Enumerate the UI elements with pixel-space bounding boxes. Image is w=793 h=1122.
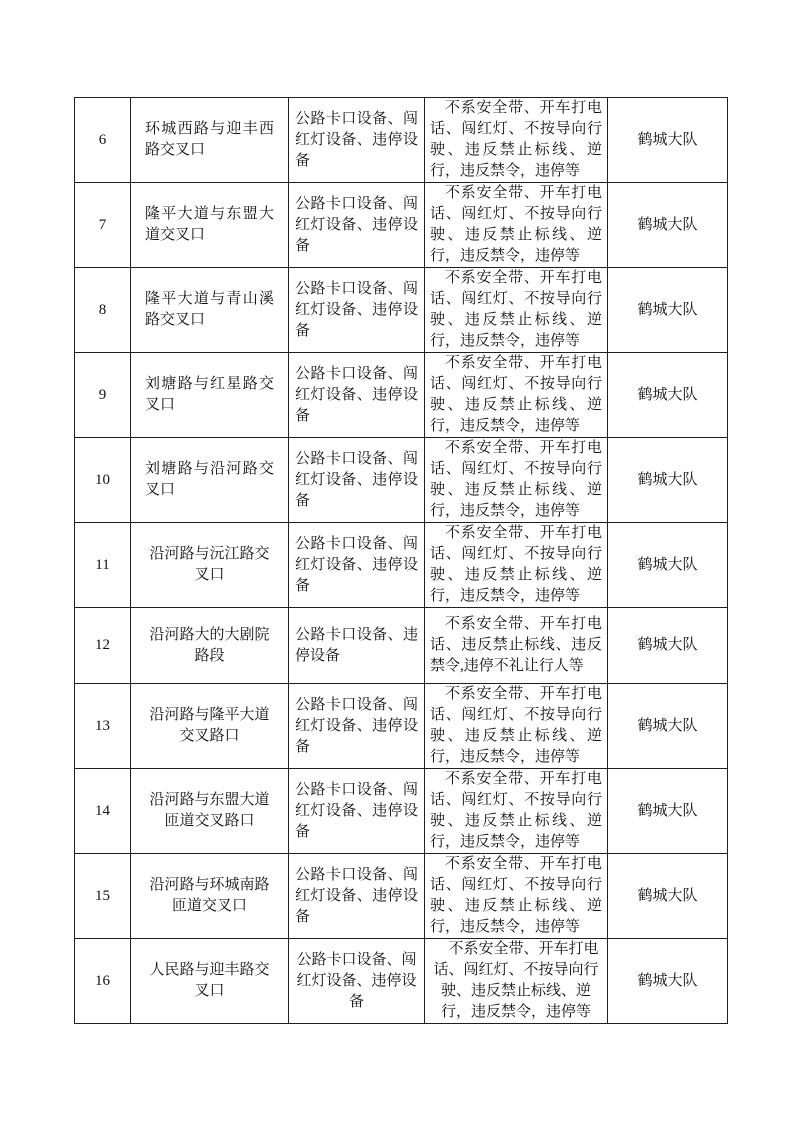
table-row bbox=[75, 608, 728, 684]
equipment-text: 公路卡口设备、闯红灯设备、违停设备 bbox=[295, 110, 418, 169]
equipment-cell bbox=[289, 769, 425, 854]
equipment-cell bbox=[289, 268, 425, 353]
violations-text: 不系安全带、开车打电话、闯红灯、不按导向行驶、违反禁止标线、逆行，违反禁令，违停等 bbox=[430, 440, 602, 519]
unit-cell: 鹤城大队 bbox=[608, 854, 728, 939]
violations-cell bbox=[425, 608, 608, 684]
equipment-text: 公路卡口设备、闯红灯设备、违停设备 bbox=[295, 365, 418, 424]
row-number-cell: 12 bbox=[75, 608, 131, 684]
equipment-text: 公路卡口设备、闯红灯设备、违停设备 bbox=[295, 781, 418, 840]
table-row bbox=[75, 854, 728, 939]
equipment-text: 公路卡口设备、闯红灯设备、违停设备 bbox=[295, 696, 418, 755]
violations-cell bbox=[425, 268, 608, 353]
location-text: 沿河路与东盟大道匝道交叉路口 bbox=[149, 792, 270, 829]
violations-text: 不系安全带、开车打电话、闯红灯、不按导向行驶、违反禁止标线、逆行，违反禁令，违停等 bbox=[430, 771, 602, 850]
equipment-cell bbox=[289, 523, 425, 608]
equipment-cell bbox=[289, 684, 425, 769]
location-cell bbox=[131, 98, 289, 183]
equipment-text: 公路卡口设备、闯红灯设备、违停设备 bbox=[296, 951, 417, 1010]
violations-cell bbox=[425, 684, 608, 769]
unit-cell: 鹤城大队 bbox=[608, 608, 728, 684]
table-row bbox=[75, 98, 728, 183]
equipment-cell bbox=[289, 353, 425, 438]
equipment-text: 公路卡口设备、闯红灯设备、违停设备 bbox=[295, 450, 418, 509]
unit-cell: 鹤城大队 bbox=[608, 353, 728, 438]
location-cell bbox=[131, 268, 289, 353]
location-cell bbox=[131, 854, 289, 939]
equipment-cell bbox=[289, 608, 425, 684]
violations-cell bbox=[425, 183, 608, 268]
location-text: 刘塘路与沿河路交叉口 bbox=[145, 461, 274, 498]
location-text: 沿河路与隆平大道交叉路口 bbox=[149, 707, 270, 744]
location-text: 沿河路大的大剧院路段 bbox=[149, 626, 270, 664]
table-row bbox=[75, 268, 728, 353]
location-cell bbox=[131, 769, 289, 854]
table-row bbox=[75, 523, 728, 608]
equipment-cell bbox=[289, 939, 425, 1024]
violations-text: 不系安全带、开车打电话、闯红灯、不按导向行驶、违反禁止标线、逆行，违反禁令，违停等 bbox=[430, 525, 602, 604]
location-text: 人民路与迎丰路交叉口 bbox=[149, 962, 270, 999]
unit-cell: 鹤城大队 bbox=[608, 438, 728, 523]
violations-text: 不系安全带、开车打电话、闯红灯、不按导向行驶、违反禁止标线、逆行，违反禁令，违停等 bbox=[430, 686, 602, 765]
violations-text: 不系安全带、开车打电话、闯红灯、不按导向行驶、违反禁止标线、逆行，违反禁令，违停等 bbox=[430, 355, 602, 434]
row-number-cell: 8 bbox=[75, 268, 131, 353]
enforcement-locations-table bbox=[74, 97, 728, 1024]
row-number-cell: 10 bbox=[75, 438, 131, 523]
violations-cell bbox=[425, 939, 608, 1024]
location-cell bbox=[131, 939, 289, 1024]
table-row bbox=[75, 353, 728, 438]
violations-cell bbox=[425, 523, 608, 608]
violations-cell bbox=[425, 769, 608, 854]
location-text: 隆平大道与东盟大道交叉口 bbox=[145, 206, 274, 243]
equipment-text: 公路卡口设备、闯红灯设备、违停设备 bbox=[295, 280, 418, 339]
table-row bbox=[75, 438, 728, 523]
unit-cell: 鹤城大队 bbox=[608, 268, 728, 353]
violations-text: 不系安全带、开车打电话、闯红灯、不按导向行驶、违反禁止标线、逆行，违反禁令，违停等 bbox=[430, 856, 602, 935]
violations-cell bbox=[425, 353, 608, 438]
violations-text: 不系安全带、开车打电话、闯红灯、不按导向行驶、违反禁止标线、逆行，违反禁令，违停等 bbox=[433, 941, 599, 1020]
equipment-cell bbox=[289, 854, 425, 939]
location-text: 沿河路与沅江路交叉口 bbox=[149, 546, 270, 583]
violations-text: 不系安全带、开车打电话、闯红灯、不按导向行驶、违反禁止标线、逆行，违反禁令，违停等 bbox=[430, 270, 602, 349]
unit-cell: 鹤城大队 bbox=[608, 939, 728, 1024]
unit-cell: 鹤城大队 bbox=[608, 684, 728, 769]
location-text: 刘塘路与红星路交叉口 bbox=[145, 376, 274, 413]
unit-cell: 鹤城大队 bbox=[608, 183, 728, 268]
location-cell bbox=[131, 438, 289, 523]
row-number-cell: 14 bbox=[75, 769, 131, 854]
row-number-cell: 7 bbox=[75, 183, 131, 268]
unit-cell: 鹤城大队 bbox=[608, 98, 728, 183]
table-row bbox=[75, 939, 728, 1024]
violations-cell bbox=[425, 438, 608, 523]
row-number-cell: 15 bbox=[75, 854, 131, 939]
violations-cell bbox=[425, 854, 608, 939]
equipment-text: 公路卡口设备、闯红灯设备、违停设备 bbox=[295, 195, 418, 254]
table-body bbox=[75, 98, 728, 1024]
equipment-cell bbox=[289, 98, 425, 183]
unit-cell: 鹤城大队 bbox=[608, 769, 728, 854]
equipment-text: 公路卡口设备、闯红灯设备、违停设备 bbox=[295, 866, 418, 925]
row-number-cell: 16 bbox=[75, 939, 131, 1024]
table-row bbox=[75, 684, 728, 769]
violations-cell bbox=[425, 98, 608, 183]
row-number-cell: 11 bbox=[75, 523, 131, 608]
equipment-text: 公路卡口设备、违停设备 bbox=[295, 626, 418, 664]
location-text: 隆平大道与青山溪路交叉口 bbox=[145, 291, 274, 328]
location-cell bbox=[131, 353, 289, 438]
violations-text: 不系安全带、开车打电话、闯红灯、不按导向行驶、违反禁止标线、逆行，违反禁令，违停等 bbox=[430, 100, 602, 179]
equipment-text: 公路卡口设备、闯红灯设备、违停设备 bbox=[295, 535, 418, 594]
location-cell bbox=[131, 608, 289, 684]
row-number-cell: 13 bbox=[75, 684, 131, 769]
location-cell bbox=[131, 523, 289, 608]
table-row bbox=[75, 769, 728, 854]
equipment-cell bbox=[289, 183, 425, 268]
row-number-cell: 9 bbox=[75, 353, 131, 438]
location-cell bbox=[131, 183, 289, 268]
violations-text: 不系安全带、开车打电话、违反禁止标线、违反禁令,违停不礼让行人等 bbox=[430, 616, 602, 674]
location-text: 沿河路与环城南路匝道交叉口 bbox=[149, 877, 270, 914]
equipment-cell bbox=[289, 438, 425, 523]
row-number-cell: 6 bbox=[75, 98, 131, 183]
table-row bbox=[75, 183, 728, 268]
location-text: 环城西路与迎丰西路交叉口 bbox=[145, 121, 274, 158]
violations-text: 不系安全带、开车打电话、闯红灯、不按导向行驶、违反禁止标线、逆行，违反禁令，违停等 bbox=[430, 185, 602, 264]
unit-cell: 鹤城大队 bbox=[608, 523, 728, 608]
location-cell bbox=[131, 684, 289, 769]
